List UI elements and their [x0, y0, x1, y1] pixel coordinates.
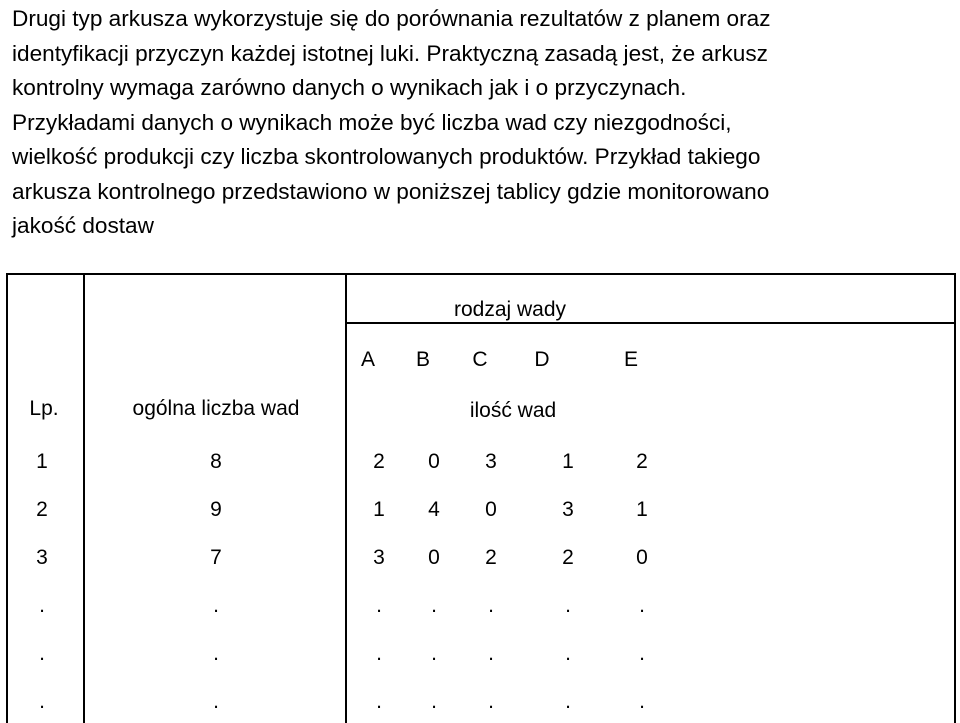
defect-letter-b: B: [415, 348, 430, 371]
paragraph-line: identyfikacji przyczyn każdej istotnej luki. Praktyczną zasadą jest, że arkusz: [12, 40, 768, 66]
table-row-count-c: .: [488, 594, 494, 617]
table-row-count-a: 1: [373, 498, 385, 521]
table-row-count-b: .: [431, 642, 437, 665]
table-row-count-e: 1: [636, 498, 648, 521]
paragraph-line: Przykładami danych o wynikach może być liczba wad czy niezgodności,: [12, 109, 732, 135]
total-defects-header: ogólna liczba wad: [132, 397, 300, 420]
total-column-divider: [345, 273, 347, 723]
table-row-count-c: 0: [485, 498, 497, 521]
intro-paragraph: [12, 2, 957, 244]
table-row-count-d: .: [565, 594, 571, 617]
table-row-count-b: 0: [428, 546, 440, 569]
table-row-count-a: .: [376, 642, 382, 665]
table-row-count-c: 3: [485, 450, 497, 473]
lp-column-divider: [83, 273, 85, 723]
table-row-count-b: .: [431, 690, 437, 713]
table-top-border: [6, 273, 955, 275]
table-row-count-b: 0: [428, 450, 440, 473]
table-row-count-e: 2: [636, 450, 648, 473]
table-row-count-c: .: [488, 690, 494, 713]
table-row-lp: .: [39, 642, 45, 665]
table-row-total: .: [213, 690, 219, 713]
lp-header: Lp.: [29, 397, 59, 420]
defect-count-header: ilość wad: [469, 399, 557, 422]
table-row-count-c: .: [488, 642, 494, 665]
table-row-count-a: .: [376, 594, 382, 617]
table-row-lp: 2: [36, 498, 48, 521]
defect-letter-d: D: [534, 348, 550, 371]
table-row-count-c: 2: [485, 546, 497, 569]
table-row-count-d: 2: [562, 546, 574, 569]
table-row-count-d: .: [565, 642, 571, 665]
table-row-lp: .: [39, 690, 45, 713]
defect-letter-c: C: [472, 348, 488, 371]
table-row-count-e: 0: [636, 546, 648, 569]
table-row-total: .: [213, 642, 219, 665]
table-row-count-a: .: [376, 690, 382, 713]
table-row-count-e: .: [639, 594, 645, 617]
table-row-lp: 3: [36, 546, 48, 569]
table-row-total: .: [213, 594, 219, 617]
defect-type-header-underline: [345, 322, 955, 324]
table-left-border: [6, 273, 8, 723]
table-row-total: 9: [210, 498, 222, 521]
table-right-border: [954, 273, 956, 723]
table-row-lp: 1: [36, 450, 48, 473]
table-row-total: 7: [210, 546, 222, 569]
defect-letter-a: A: [360, 348, 375, 371]
table-row-count-d: .: [565, 690, 571, 713]
table-row-total: 8: [210, 450, 222, 473]
paragraph-line: arkusza kontrolnego przedstawiono w poniższej tablicy gdzie monitorowano: [12, 178, 770, 204]
table-row-count-d: 1: [562, 450, 574, 473]
table-row-count-b: .: [431, 594, 437, 617]
paragraph-line: Drugi typ arkusza wykorzystuje się do porównania rezultatów z planem oraz: [12, 6, 771, 31]
table-row-count-e: .: [639, 642, 645, 665]
paragraph-line: kontrolny wymaga zarówno danych o wynikach jak i o przyczynach.: [12, 75, 687, 100]
paragraph-line: wielkość produkcji czy liczba skontrolowanych produktów. Przykład takiego: [12, 144, 761, 169]
defect-type-header: rodzaj wady: [453, 298, 567, 321]
table-row-count-d: 3: [562, 498, 574, 521]
paragraph-line: jakość dostaw: [12, 213, 154, 238]
table-row-count-b: 4: [428, 498, 440, 521]
defect-letter-e: E: [623, 348, 638, 371]
table-row-count-a: 2: [373, 450, 385, 473]
table-row-count-a: 3: [373, 546, 385, 569]
table-row-lp: .: [39, 594, 45, 617]
table-row-count-e: .: [639, 690, 645, 713]
